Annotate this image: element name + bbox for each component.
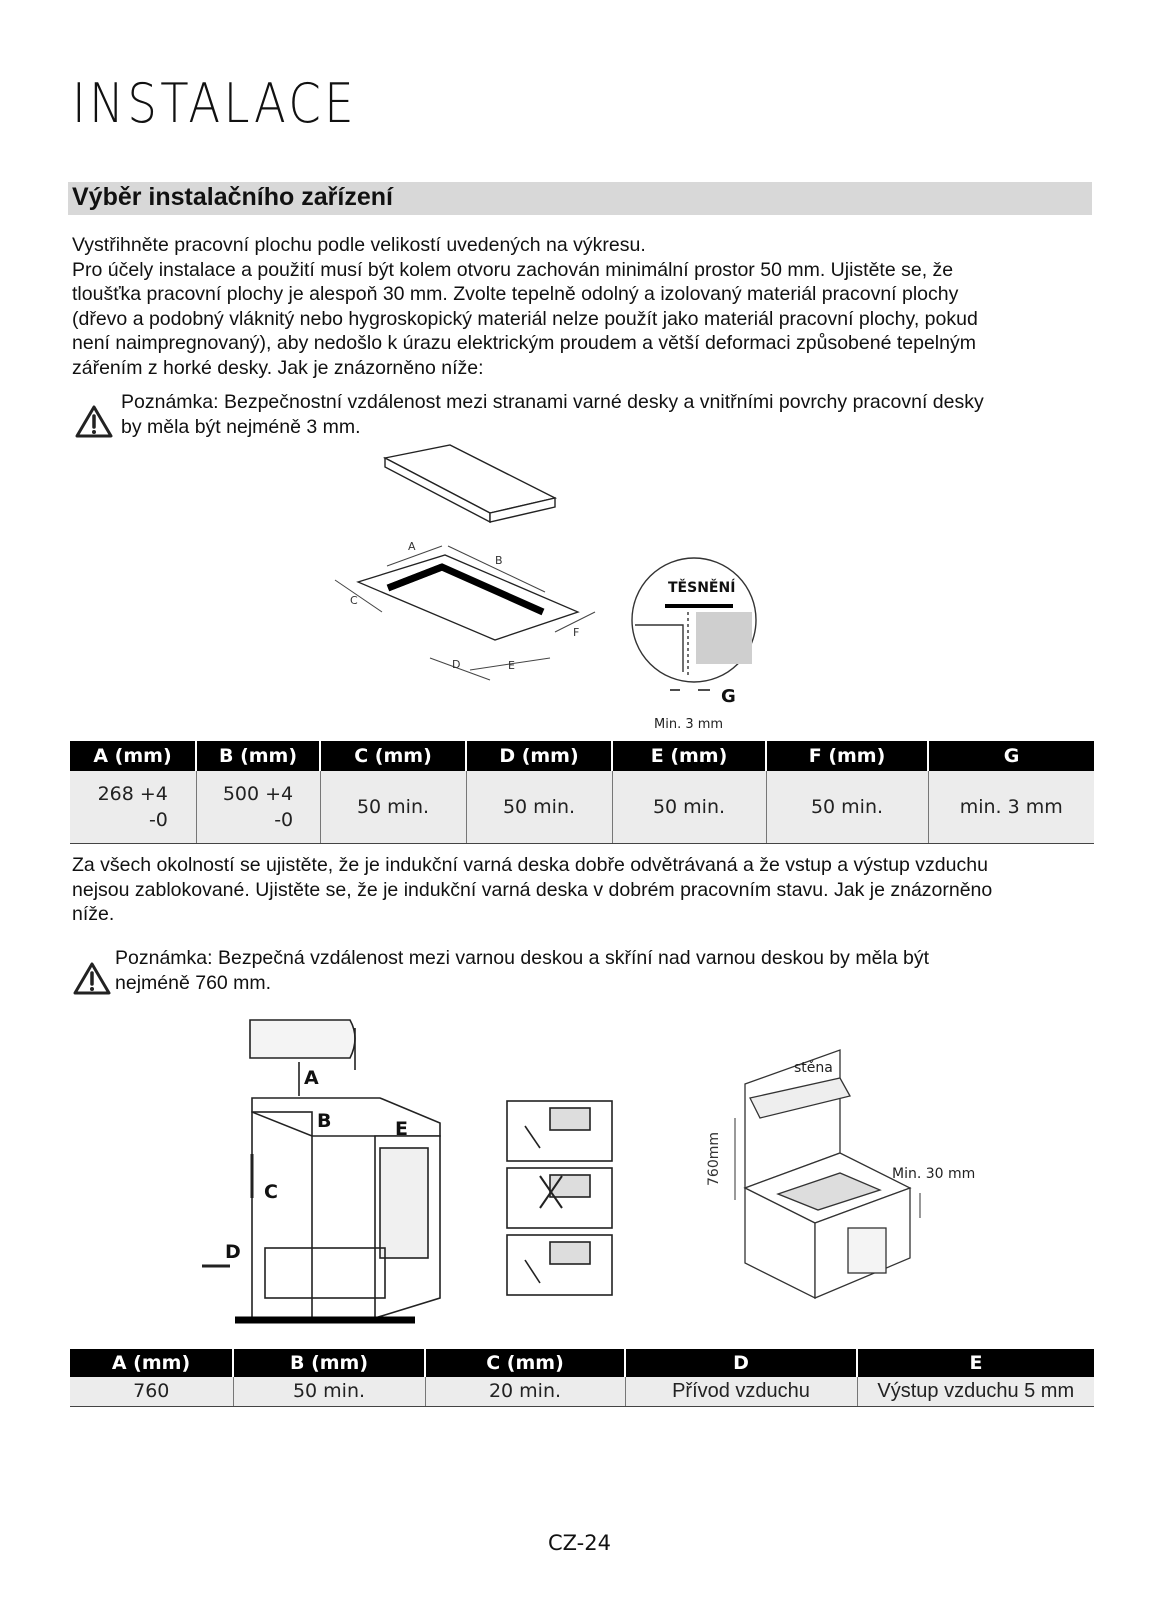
table-header: C (mm) (425, 1349, 625, 1377)
table-header: A (mm) (70, 1349, 233, 1377)
note-line: by měla být nejméně 3 mm. (121, 415, 361, 438)
fig2-label-b: B (317, 1110, 332, 1132)
dim-label-f: F (573, 626, 580, 639)
dim-label-g: G (721, 686, 736, 707)
table-header: C (mm) (320, 741, 466, 771)
warning-icon (74, 404, 114, 440)
table-header: G (928, 741, 1094, 771)
section-title: Výběr instalačního zařízení (72, 183, 393, 211)
fig2-label-a: A (304, 1067, 319, 1089)
intro-line: Vystřihněte pracovní plochu podle velikostí uvedených na výkresu. (72, 234, 646, 256)
dim-label-d: D (452, 658, 461, 671)
table-cell: 50 min. (466, 771, 612, 843)
tolerance-bottom: -0 (274, 808, 294, 831)
cutout-dimensions-table (70, 741, 1094, 844)
paragraph-line: níže. (72, 903, 115, 925)
paragraph-line: nejsou zablokované. Ujistěte se, že je indukční varná deska v dobrém pracovním stavu. Jak je znázorněno (72, 878, 993, 901)
intro-line: není naimpregnovaný), aby nedošlo k úrazu elektrickým proudem a větší deformaci způsobené tepelným (72, 332, 976, 354)
table-cell: 760 (70, 1377, 233, 1406)
note-line: Poznámka: Bezpečná vzdálenost mezi varnou deskou a skříní nad varnou deskou by měla být (115, 947, 930, 969)
intro-line: zářením z horké desky. Jak je znázorněno níže: (72, 356, 484, 379)
table-cell: 50 min. (612, 771, 766, 843)
table-cell (70, 771, 196, 843)
cabinet-section-illustration (202, 1020, 440, 1322)
fig2-label-c: C (264, 1181, 278, 1203)
tolerance-top: 500 +4 (222, 782, 294, 805)
wall-label: stěna (794, 1060, 833, 1076)
ventilation-paragraph (72, 853, 1092, 927)
table-header: A (mm) (70, 741, 196, 771)
table-header: F (mm) (766, 741, 928, 771)
page-title: INSTALACE (72, 72, 358, 135)
table-cell (196, 771, 320, 843)
cutout-diagram (330, 440, 770, 740)
airflow-detail-panels (507, 1101, 612, 1295)
table-cell: 50 min. (233, 1377, 425, 1406)
warning-icon (72, 961, 112, 997)
table-cell: Výstup vzduchu 5 mm (857, 1377, 1094, 1406)
seal-detail (632, 558, 756, 690)
seal-label: TĚSNĚNÍ (668, 580, 736, 596)
table-header: D (625, 1349, 857, 1377)
note-cabinet-distance (115, 946, 1085, 995)
dim-label-b: B (495, 554, 503, 567)
table-header: B (mm) (233, 1349, 425, 1377)
note-line: Poznámka: Bezpečnostní vzdálenost mezi stranami varné desky a vnitřními povrchy pracovní desky (121, 391, 984, 413)
table-header-row (70, 1349, 1094, 1377)
dim-label-e: E (508, 659, 515, 672)
table-cell: min. 3 mm (928, 771, 1094, 843)
note-line: nejméně 760 mm. (115, 971, 272, 994)
table-header-row (70, 741, 1094, 771)
table-header: B (mm) (196, 741, 320, 771)
worktop-cutout (358, 555, 578, 640)
table-cell: 50 min. (320, 771, 466, 843)
ventilation-diagram (200, 1018, 1000, 1340)
fig2-label-e: E (395, 1118, 408, 1140)
min-30mm-label: Min. 30 mm (892, 1166, 976, 1182)
dim-label-c: C (350, 594, 358, 607)
table-cell: Přívod vzduchu (625, 1377, 857, 1406)
fig2-label-d: D (225, 1241, 241, 1263)
table-header: E (857, 1349, 1094, 1377)
table-cell: 50 min. (766, 771, 928, 843)
table-cell: 20 min. (425, 1377, 625, 1406)
hob-illustration (385, 445, 555, 522)
intro-line: tloušťka pracovní plochy je alespoň 30 mm. Zvolte tepelně odolný a izolovaný materiál pracovní plochy (72, 283, 959, 305)
note-safety-distance (121, 390, 1091, 439)
table-header: D (mm) (466, 741, 612, 771)
tolerance-bottom: -0 (148, 808, 168, 831)
min-3mm-label: Min. 3 mm (654, 717, 724, 732)
height-760-label: 760mm (706, 1132, 722, 1186)
ventilation-dimensions-table (70, 1349, 1094, 1407)
table-row (70, 771, 1094, 843)
table-header: E (mm) (612, 741, 766, 771)
tolerance-top: 268 +4 (97, 782, 168, 805)
dim-label-a: A (408, 540, 416, 553)
paragraph-line: Za všech okolností se ujistěte, že je indukční varná deska dobře odvětrávaná a že vstup a výstup vzduchu (72, 854, 988, 876)
table-row (70, 1377, 1094, 1406)
intro-line: (dřevo a podobný vláknitý nebo hygroskopický materiál nelze použít jako materiál pracovní plochy, pokud (72, 307, 978, 330)
intro-paragraph (72, 233, 1092, 380)
intro-line: Pro účely instalace a použití musí být kolem otvoru zachován minimální prostor 50 mm. Ujistěte se, že (72, 258, 954, 281)
page-number: CZ-24 (548, 1531, 611, 1555)
